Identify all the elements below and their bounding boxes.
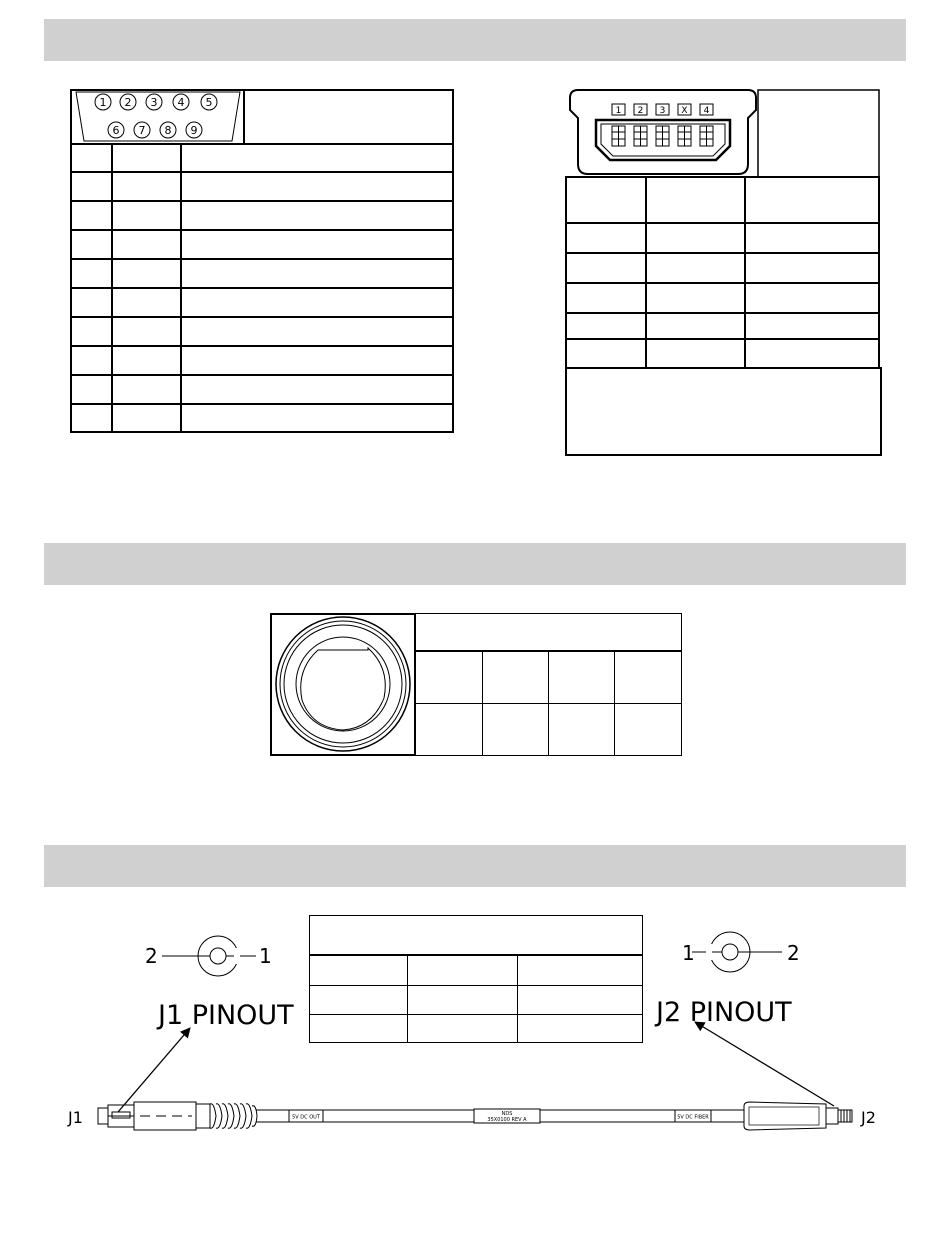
cable-tag-center — [474, 1109, 540, 1123]
usb-pin-label: 4 — [703, 106, 710, 116]
j2-pinout-title: J2 PINOUT — [656, 997, 792, 1028]
cable-tag-center-line2: 35X0100 REV A — [487, 1117, 527, 1123]
cable-tag-left — [289, 1110, 323, 1122]
j1-plug — [98, 1102, 257, 1130]
db9-pin-label: 1 — [99, 96, 107, 109]
cable-tag-left-text: 5V DC OUT — [292, 1114, 320, 1121]
cable-tag-center-line1: NDS — [501, 1111, 513, 1117]
cable-tag-right-text: 5V DC FIBER — [677, 1114, 709, 1121]
db9-pin-label: 6 — [112, 124, 120, 137]
db9-pin-label: 3 — [150, 96, 158, 109]
j2-pin-1-label: 1 — [682, 941, 695, 965]
j2-callout-arrow — [695, 1022, 834, 1106]
usb-pin-label: 2 — [637, 106, 644, 116]
usb-pin-label: 1 — [615, 106, 622, 116]
db9-pin-label: 7 — [138, 124, 146, 137]
db9-pin-label: 5 — [205, 96, 213, 109]
usb-pin-label: 3 — [659, 106, 666, 116]
j1-pinout-symbol — [162, 936, 256, 976]
cable-tag-right — [675, 1110, 711, 1122]
j2-pinout-symbol — [692, 932, 782, 972]
j2-plug — [744, 1102, 852, 1130]
db9-pin-label: 2 — [124, 96, 132, 109]
j1-label: J1 — [68, 1108, 83, 1127]
db9-pin-label: 8 — [164, 124, 172, 137]
j2-pin-2-label: 2 — [787, 941, 800, 965]
usb-pin-label: X — [681, 106, 688, 116]
j1-pin-1-label: 1 — [259, 944, 272, 968]
j2-label: J2 — [861, 1108, 876, 1127]
db9-pin-label: 4 — [177, 96, 185, 109]
db9-pin-label: 9 — [190, 124, 198, 137]
j1-pinout-title: J1 PINOUT — [158, 1000, 294, 1031]
j1-pin-2-label: 2 — [145, 944, 158, 968]
j1-callout-arrow — [118, 1028, 190, 1112]
